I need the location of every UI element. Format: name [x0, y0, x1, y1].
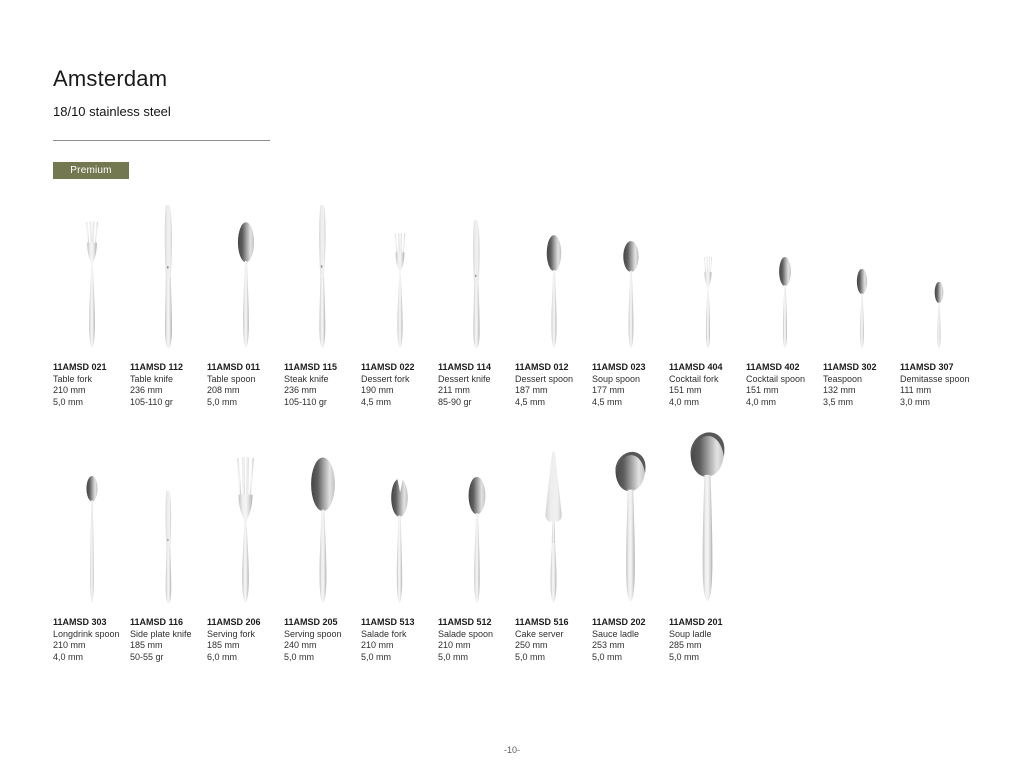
product-length: 236 mm [130, 385, 163, 396]
serving-spoon-icon [308, 456, 338, 605]
product-row-2 [53, 420, 1024, 664]
product-length: 285 mm [669, 640, 702, 651]
knife-icon [468, 219, 485, 350]
product-weight: 5,0 mm [361, 651, 392, 662]
product-image [130, 200, 207, 350]
steak-knife-icon [313, 204, 332, 350]
product-name: Soup ladle [669, 628, 712, 639]
product-code: 11AMSD 021 [53, 362, 107, 372]
product-image [592, 200, 669, 350]
ladle-icon [688, 428, 727, 605]
product-code: 11AMSD 402 [746, 362, 800, 372]
product-name: Table knife [130, 373, 174, 384]
product-length: 190 mm [361, 385, 394, 396]
product-weight: 5,0 mm [669, 651, 700, 662]
product-weight: 3,0 mm [900, 397, 931, 408]
product-image [53, 200, 130, 350]
knife-icon [159, 204, 178, 350]
product-code: 11AMSD 011 [207, 362, 261, 372]
product-code: 11AMSD 404 [669, 362, 723, 372]
product-image [284, 420, 361, 605]
cake-server-icon [538, 450, 569, 605]
product-length: 236 mm [284, 385, 317, 396]
product-code: 11AMSD 512 [438, 616, 492, 627]
product-name: Dessert spoon [515, 373, 574, 384]
longdrink-spoon-icon [82, 475, 102, 605]
product-cell [130, 420, 207, 664]
product-length: 210 mm [361, 640, 394, 651]
product-cell [900, 200, 977, 409]
product-cell [669, 200, 746, 409]
product-cell [284, 420, 361, 664]
product-code: 11AMSD 516 [515, 616, 569, 627]
product-length: 132 mm [823, 385, 856, 396]
product-code: 11AMSD 206 [207, 616, 261, 627]
product-weight: 3,5 mm [823, 397, 854, 408]
product-code: 11AMSD 115 [284, 362, 338, 372]
product-length: 210 mm [438, 640, 471, 651]
product-weight: 105-110 gr [284, 397, 327, 408]
product-cell [53, 420, 130, 664]
product-cell [669, 420, 746, 664]
product-weight: 4,0 mm [669, 397, 700, 408]
product-weight: 105-110 gr [130, 397, 173, 408]
product-name: Side plate knife [130, 628, 192, 639]
premium-badge: Premium [53, 162, 129, 179]
product-image [438, 200, 515, 350]
product-image [361, 200, 438, 350]
product-name: Steak knife [284, 373, 329, 384]
salade-fork-icon [388, 475, 411, 605]
product-row-1 [53, 200, 1024, 409]
product-code: 11AMSD 012 [515, 362, 569, 372]
product-length: 177 mm [592, 385, 625, 396]
product-length: 187 mm [515, 385, 548, 396]
spoon-icon [235, 221, 257, 350]
product-cell [515, 420, 592, 664]
product-length: 185 mm [130, 640, 163, 651]
product-name: Table fork [53, 373, 93, 384]
product-length: 151 mm [746, 385, 779, 396]
product-weight: 5,0 mm [592, 651, 623, 662]
product-cell [592, 200, 669, 409]
product-length: 210 mm [53, 640, 86, 651]
product-length: 111 mm [900, 385, 932, 396]
product-code: 11AMSD 112 [130, 362, 184, 372]
product-name: Teaspoon [823, 373, 863, 384]
product-weight: 5,0 mm [284, 651, 315, 662]
product-image [130, 420, 207, 605]
spoon-icon [933, 281, 945, 350]
product-code: 11AMSD 116 [130, 616, 184, 627]
product-weight: 5,0 mm [515, 651, 546, 662]
product-weight: 5,0 mm [207, 397, 238, 408]
spoon-icon [544, 234, 564, 350]
soup-spoon-icon [621, 240, 641, 350]
product-name: Dessert knife [438, 373, 491, 384]
product-weight: 5,0 mm [53, 397, 84, 408]
product-name: Cocktail fork [669, 373, 719, 384]
product-cell [53, 200, 130, 409]
product-name: Cocktail spoon [746, 373, 806, 384]
product-image [746, 200, 823, 350]
product-code: 11AMSD 307 [900, 362, 954, 372]
product-cell [284, 200, 361, 409]
product-code: 11AMSD 303 [53, 616, 107, 627]
product-weight: 4,0 mm [53, 651, 84, 662]
product-cell [207, 200, 284, 409]
product-code: 11AMSD 202 [592, 616, 646, 627]
product-weight: 4,0 mm [746, 397, 777, 408]
product-length: 151 mm [669, 385, 702, 396]
product-image [515, 420, 592, 605]
product-name: Table spoon [207, 373, 256, 384]
page-subtitle: 18/10 stainless steel [53, 104, 171, 119]
ladle-icon [613, 448, 648, 605]
product-weight: 4,5 mm [361, 397, 392, 408]
salade-spoon-icon [466, 475, 488, 605]
product-code: 11AMSD 114 [438, 362, 492, 372]
product-cell [823, 200, 900, 409]
product-name: Cake server [515, 628, 564, 639]
product-weight: 4,5 mm [515, 397, 546, 408]
product-name: Dessert fork [361, 373, 410, 384]
product-name: Salade fork [361, 628, 407, 639]
product-name: Demitasse spoon [900, 373, 970, 384]
product-image [438, 420, 515, 605]
product-weight: 50-55 gr [130, 651, 164, 662]
product-weight: 85-90 gr [438, 397, 472, 408]
product-image [361, 420, 438, 605]
product-length: 240 mm [284, 640, 317, 651]
product-code: 11AMSD 205 [284, 616, 338, 627]
product-image [515, 200, 592, 350]
product-image [823, 200, 900, 350]
product-image [53, 420, 130, 605]
product-name: Longdrink spoon [53, 628, 120, 639]
product-cell [361, 200, 438, 409]
product-length: 208 mm [207, 385, 240, 396]
product-weight: 6,0 mm [207, 651, 238, 662]
product-weight: 4,5 mm [592, 397, 623, 408]
product-image [669, 420, 746, 605]
product-name: Serving spoon [284, 628, 342, 639]
page-number: -10- [503, 745, 520, 755]
product-cell [207, 420, 284, 664]
product-code: 11AMSD 513 [361, 616, 415, 627]
product-name: Sauce ladle [592, 628, 640, 639]
product-image [669, 200, 746, 350]
spoon-icon [855, 268, 869, 350]
product-cell [361, 420, 438, 664]
product-length: 211 mm [438, 385, 470, 396]
product-length: 250 mm [515, 640, 548, 651]
product-cell [515, 200, 592, 409]
divider [53, 140, 270, 141]
serving-fork-icon [232, 456, 259, 605]
product-name: Soup spoon [592, 373, 641, 384]
product-cell [746, 200, 823, 409]
fork-icon [390, 232, 410, 350]
product-code: 11AMSD 023 [592, 362, 646, 372]
product-code: 11AMSD 302 [823, 362, 877, 372]
product-length: 185 mm [207, 640, 240, 651]
product-code: 11AMSD 201 [669, 616, 723, 627]
product-cell [438, 200, 515, 409]
product-image [284, 200, 361, 350]
product-name: Salade spoon [438, 628, 494, 639]
product-image [207, 200, 284, 350]
product-image [207, 420, 284, 605]
fork-icon [700, 256, 716, 350]
page-title: Amsterdam [53, 66, 168, 91]
product-code: 11AMSD 022 [361, 362, 415, 372]
knife-icon [161, 490, 176, 605]
product-length: 210 mm [53, 385, 86, 396]
product-image [900, 200, 977, 350]
product-cell [438, 420, 515, 664]
fork-icon [81, 220, 103, 350]
product-weight: 5,0 mm [438, 651, 469, 662]
product-image [592, 420, 669, 605]
product-name: Serving fork [207, 628, 256, 639]
product-length: 253 mm [592, 640, 625, 651]
product-cell [130, 200, 207, 409]
product-cell [592, 420, 669, 664]
spoon-icon [777, 256, 793, 350]
